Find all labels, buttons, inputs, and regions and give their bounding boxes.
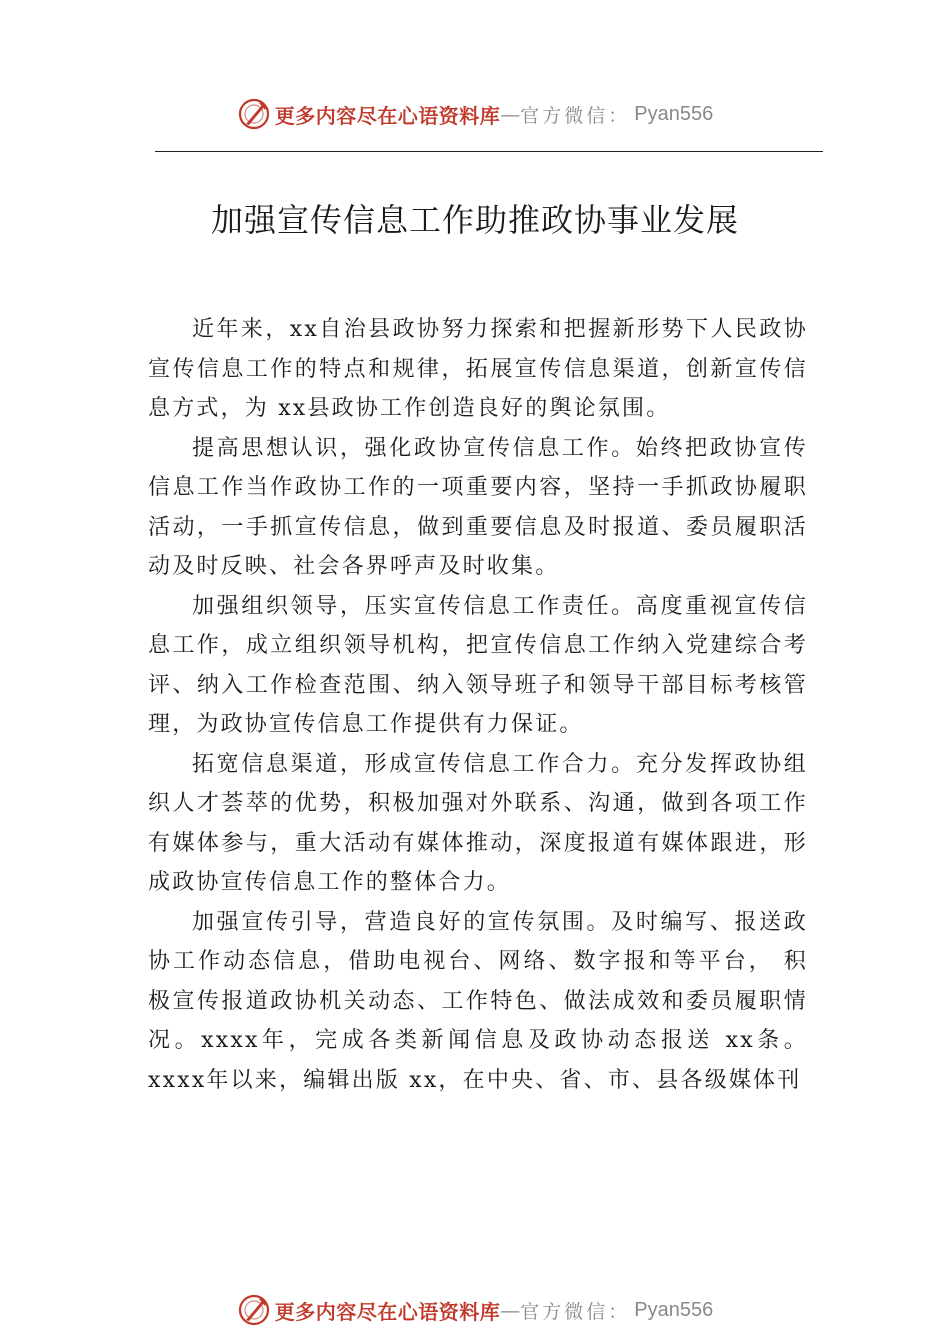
- header-separator: —: [500, 102, 521, 126]
- header-divider: [155, 151, 823, 152]
- document-title: 加强宣传信息工作助推政协事业发展: [210, 201, 739, 239]
- footer-wechat-id: Pyan556: [634, 1298, 714, 1321]
- header-brand-text: 更多内容尽在心语资料库: [274, 103, 501, 128]
- paragraph-2: 提高思想认识，强化政协宣传信息工作。始终把政协宣传信息工作当作政协工作的一项重要内容，坚持一手抓政协履职活动，一手抓宣传信息，做到重要信息及时报道、委员履职活动及时反映、社会各界呼声及时收集。: [148, 435, 808, 579]
- paragraph-1: 近年来，xx自治县政协努力探索和把握新形势下人民政协宣传信息工作的特点和规律，拓展宣传信息渠道，创新宣传信息方式，为 xx县政协工作创造良好的舆论氛围。: [148, 317, 808, 421]
- paragraph-4: 拓宽信息渠道，形成宣传信息工作合力。充分发挥政协组织人才荟萃的优势，积极加强对外联系、沟通，做到各项工作有媒体参与，重大活动有媒体推动，深度报道有媒体跟进，形成政协宣传信息工作的整体合力。: [148, 751, 808, 895]
- header-wechat-label: 官方微信：: [520, 104, 631, 127]
- footer-separator: —: [500, 1298, 521, 1322]
- footer-banner: [0, 1290, 950, 1330]
- quill-logo-icon: [237, 97, 271, 131]
- paragraph-3: 加强组织领导，压实宣传信息工作责任。高度重视宣传信息工作，成立组织领导机构，把宣传信息工作纳入党建综合考评、纳入工作检查范围、纳入领导班子和领导干部目标考核管理，为政协宣传信息工作提供有力保证。: [148, 593, 808, 737]
- footer-wechat-label: 官方微信：: [520, 1300, 631, 1323]
- paragraph-5: 加强宣传引导，营造良好的宣传氛围。及时编写、报送政协工作动态信息，借助电视台、网络、数字报和等平台， 积极宣传报道政协机关动态、工作特色、做法成效和委员履职情况。xxxx年，完成各类新闻信息及政协动态报送 xx条。xxxx年以来，编辑出版 xx，在中央、省、市、县各级媒体刊: [148, 909, 808, 1093]
- header-wechat-id: Pyan556: [634, 102, 714, 125]
- document-body: [148, 310, 808, 1100]
- header-banner: [0, 94, 950, 134]
- footer-brand-text: 更多内容尽在心语资料库: [274, 1299, 501, 1324]
- quill-logo-icon: [237, 1293, 271, 1327]
